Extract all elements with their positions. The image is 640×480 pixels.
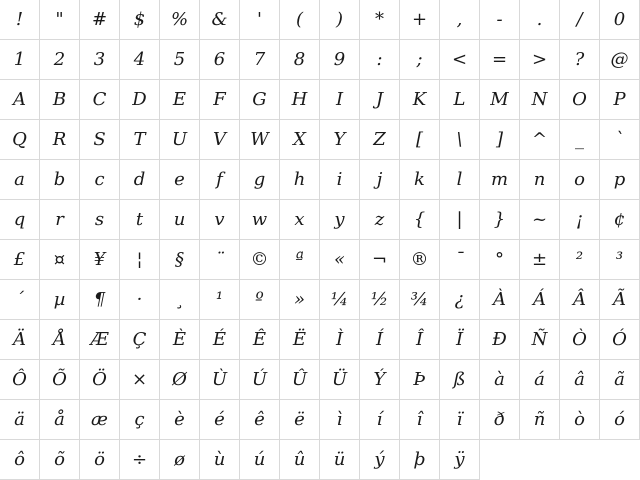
glyph-cell[interactable]: Â (560, 280, 600, 320)
glyph-cell[interactable]: Ú (240, 360, 280, 400)
glyph-cell[interactable]: é (200, 400, 240, 440)
glyph-cell[interactable]: ¥ (80, 240, 120, 280)
glyph-row (0, 400, 640, 440)
glyph-cell[interactable]: 8 (280, 40, 320, 80)
glyph-cell[interactable]: í (360, 400, 400, 440)
glyph-cell[interactable]: I (320, 80, 360, 120)
glyph-cell[interactable]: , (440, 0, 480, 40)
glyph-cell[interactable]: * (360, 0, 400, 40)
glyph-cell[interactable]: - (480, 0, 520, 40)
glyph-cell[interactable]: 6 (200, 40, 240, 80)
glyph-cell[interactable]: d (120, 160, 160, 200)
glyph-cell[interactable]: F (200, 80, 240, 120)
glyph-cell[interactable]: Ð (480, 320, 520, 360)
glyph-cell[interactable]: Û (280, 360, 320, 400)
glyph-cell[interactable]: i (320, 160, 360, 200)
glyph-cell[interactable]: > (520, 40, 560, 80)
glyph-cell[interactable]: < (440, 40, 480, 80)
glyph-cell[interactable]: ' (240, 0, 280, 40)
glyph-cell[interactable]: q (0, 200, 40, 240)
glyph-cell[interactable]: ù (200, 440, 240, 480)
glyph-cell[interactable]: ` (600, 120, 640, 160)
glyph-cell[interactable]: E (160, 80, 200, 120)
glyph-cell[interactable]: . (520, 0, 560, 40)
glyph-cell[interactable]: ï (440, 400, 480, 440)
glyph-cell[interactable]: Ñ (520, 320, 560, 360)
glyph-cell[interactable]: × (120, 360, 160, 400)
glyph-cell[interactable]: X (280, 120, 320, 160)
glyph-cell[interactable]: e (160, 160, 200, 200)
glyph-cell[interactable]: È (160, 320, 200, 360)
glyph-cell[interactable]: A (0, 80, 40, 120)
glyph-cell[interactable]: ã (600, 360, 640, 400)
glyph-cell[interactable]: Ô (0, 360, 40, 400)
glyph-cell[interactable]: ÷ (120, 440, 160, 480)
glyph-cell[interactable]: % (160, 0, 200, 40)
glyph-cell[interactable]: Ö (80, 360, 120, 400)
glyph-row (0, 40, 640, 80)
glyph-cell[interactable]: = (480, 40, 520, 80)
glyph-cell[interactable]: ; (400, 40, 440, 80)
glyph-cell[interactable]: J (360, 80, 400, 120)
glyph-cell[interactable]: Æ (80, 320, 120, 360)
glyph-cell[interactable]: & (200, 0, 240, 40)
glyph-cell[interactable]: ! (0, 0, 40, 40)
glyph-cell[interactable]: f (200, 160, 240, 200)
glyph-cell[interactable]: ¼ (320, 280, 360, 320)
glyph-cell[interactable]: Q (0, 120, 40, 160)
glyph-cell[interactable]: # (80, 0, 120, 40)
glyph-cell[interactable]: w (240, 200, 280, 240)
glyph-cell[interactable]: » (280, 280, 320, 320)
glyph-cell[interactable]: D (120, 80, 160, 120)
glyph-cell[interactable]: ý (360, 440, 400, 480)
glyph-cell[interactable]: Å (40, 320, 80, 360)
glyph-cell[interactable]: Ä (0, 320, 40, 360)
glyph-cell[interactable]: ñ (520, 400, 560, 440)
glyph-cell[interactable]: g (240, 160, 280, 200)
glyph-cell[interactable]: « (320, 240, 360, 280)
glyph-cell[interactable]: : (360, 40, 400, 80)
glyph-cell[interactable]: Õ (40, 360, 80, 400)
glyph-cell[interactable]: ) (320, 0, 360, 40)
glyph-cell[interactable]: m (480, 160, 520, 200)
glyph-cell[interactable]: s (80, 200, 120, 240)
glyph-cell[interactable]: Ë (280, 320, 320, 360)
glyph-cell[interactable]: [ (400, 120, 440, 160)
glyph-cell[interactable]: ± (520, 240, 560, 280)
glyph-cell[interactable]: S (80, 120, 120, 160)
glyph-cell[interactable]: _ (560, 120, 600, 160)
glyph-cell[interactable]: a (0, 160, 40, 200)
glyph-cell[interactable]: " (40, 0, 80, 40)
glyph-cell[interactable]: · (120, 280, 160, 320)
glyph-cell[interactable]: } (480, 200, 520, 240)
glyph-cell[interactable]: ß (440, 360, 480, 400)
glyph-cell[interactable]: n (520, 160, 560, 200)
glyph-cell[interactable]: ÿ (440, 440, 480, 480)
glyph-cell[interactable]: 3 (80, 40, 120, 80)
glyph-cell[interactable]: ø (160, 440, 200, 480)
glyph-cell[interactable]: Î (400, 320, 440, 360)
glyph-cell[interactable]: ? (560, 40, 600, 80)
glyph-cell[interactable]: ¨ (200, 240, 240, 280)
glyph-cell[interactable]: ¿ (440, 280, 480, 320)
glyph-cell[interactable]: \ (440, 120, 480, 160)
glyph-cell[interactable]: 7 (240, 40, 280, 80)
glyph-cell[interactable]: ú (240, 440, 280, 480)
glyph-cell[interactable]: Ã (600, 280, 640, 320)
glyph-cell[interactable]: ½ (360, 280, 400, 320)
glyph-cell[interactable]: / (560, 0, 600, 40)
glyph-cell[interactable]: ~ (520, 200, 560, 240)
glyph-cell[interactable]: å (40, 400, 80, 440)
glyph-cell[interactable]: ð (480, 400, 520, 440)
glyph-cell[interactable]: è (160, 400, 200, 440)
glyph-cell[interactable]: ä (0, 400, 40, 440)
glyph-cell[interactable]: ¸ (160, 280, 200, 320)
glyph-cell[interactable]: æ (80, 400, 120, 440)
glyph-cell[interactable]: £ (0, 240, 40, 280)
glyph-cell[interactable]: Þ (400, 360, 440, 400)
glyph-cell[interactable]: N (520, 80, 560, 120)
glyph-cell[interactable]: $ (120, 0, 160, 40)
glyph-cell[interactable]: t (120, 200, 160, 240)
glyph-cell[interactable]: ° (480, 240, 520, 280)
glyph-cell[interactable]: P (600, 80, 640, 120)
glyph-cell[interactable]: 1 (0, 40, 40, 80)
glyph-cell[interactable]: k (400, 160, 440, 200)
glyph-cell[interactable]: r (40, 200, 80, 240)
glyph-cell[interactable]: ¾ (400, 280, 440, 320)
glyph-cell[interactable]: î (400, 400, 440, 440)
glyph-cell[interactable]: ¬ (360, 240, 400, 280)
glyph-cell[interactable]: o (560, 160, 600, 200)
glyph-cell[interactable]: 4 (120, 40, 160, 80)
glyph-cell[interactable]: u (160, 200, 200, 240)
glyph-cell[interactable]: Ì (320, 320, 360, 360)
glyph-cell[interactable]: p (600, 160, 640, 200)
glyph-cell[interactable]: Ï (440, 320, 480, 360)
glyph-cell[interactable]: ë (280, 400, 320, 440)
glyph-cell[interactable]: Ø (160, 360, 200, 400)
glyph-cell[interactable]: Ó (600, 320, 640, 360)
glyph-cell[interactable]: @ (600, 40, 640, 80)
glyph-cell[interactable]: G (240, 80, 280, 120)
glyph-cell[interactable]: ® (400, 240, 440, 280)
glyph-cell[interactable]: b (40, 160, 80, 200)
glyph-cell[interactable]: ü (320, 440, 360, 480)
glyph-cell[interactable]: ( (280, 0, 320, 40)
glyph-cell[interactable]: ê (240, 400, 280, 440)
glyph-cell[interactable]: + (400, 0, 440, 40)
glyph-cell[interactable]: V (200, 120, 240, 160)
glyph-cell[interactable]: 9 (320, 40, 360, 80)
glyph-row (0, 80, 640, 120)
glyph-cell[interactable]: à (480, 360, 520, 400)
glyph-cell[interactable]: Ý (360, 360, 400, 400)
glyph-cell[interactable]: À (480, 280, 520, 320)
glyph-cell[interactable]: R (40, 120, 80, 160)
glyph-cell[interactable]: j (360, 160, 400, 200)
glyph-cell[interactable]: ì (320, 400, 360, 440)
glyph-cell[interactable]: Ò (560, 320, 600, 360)
glyph-cell[interactable]: º (240, 280, 280, 320)
glyph-cell[interactable]: ó (600, 400, 640, 440)
glyph-cell[interactable]: H (280, 80, 320, 120)
glyph-cell[interactable]: W (240, 120, 280, 160)
glyph-cell[interactable]: L (440, 80, 480, 120)
glyph-row (0, 320, 640, 360)
glyph-cell[interactable]: ò (560, 400, 600, 440)
glyph-cell[interactable]: â (560, 360, 600, 400)
glyph-cell[interactable]: Z (360, 120, 400, 160)
glyph-cell[interactable]: K (400, 80, 440, 120)
glyph-cell[interactable]: õ (40, 440, 80, 480)
glyph-cell[interactable]: ¹ (200, 280, 240, 320)
glyph-cell[interactable]: þ (400, 440, 440, 480)
glyph-cell[interactable]: | (440, 200, 480, 240)
glyph-row (0, 200, 640, 240)
glyph-cell[interactable]: z (360, 200, 400, 240)
glyph-cell[interactable]: û (280, 440, 320, 480)
glyph-cell[interactable]: É (200, 320, 240, 360)
glyph-row (0, 360, 640, 400)
glyph-cell[interactable]: ³ (600, 240, 640, 280)
glyph-cell[interactable]: ª (280, 240, 320, 280)
glyph-cell[interactable]: h (280, 160, 320, 200)
glyph-cell[interactable]: ¦ (120, 240, 160, 280)
glyph-cell[interactable]: ^ (520, 120, 560, 160)
glyph-cell[interactable]: x (280, 200, 320, 240)
glyph-cell[interactable]: ç (120, 400, 160, 440)
glyph-row (0, 440, 640, 480)
glyph-cell[interactable]: ¤ (40, 240, 80, 280)
glyph-cell[interactable]: Ù (200, 360, 240, 400)
glyph-cell[interactable]: ¯ (440, 240, 480, 280)
glyph-cell[interactable]: ¶ (80, 280, 120, 320)
glyph-cell[interactable]: ¡ (560, 200, 600, 240)
glyph-cell[interactable]: T (120, 120, 160, 160)
glyph-cell[interactable]: © (240, 240, 280, 280)
glyph-cell[interactable]: ´ (0, 280, 40, 320)
glyph-cell[interactable]: Ç (120, 320, 160, 360)
glyph-cell[interactable]: l (440, 160, 480, 200)
glyph-cell[interactable]: B (40, 80, 80, 120)
glyph-cell[interactable]: 0 (600, 0, 640, 40)
glyph-cell[interactable]: µ (40, 280, 80, 320)
glyph-cell[interactable]: Ê (240, 320, 280, 360)
glyph-row (0, 0, 640, 40)
glyph-row (0, 120, 640, 160)
glyph-row (0, 240, 640, 280)
glyph-cell[interactable]: § (160, 240, 200, 280)
glyph-cell[interactable]: U (160, 120, 200, 160)
glyph-row (0, 280, 640, 320)
glyph-cell[interactable]: O (560, 80, 600, 120)
glyph-cell[interactable]: ö (80, 440, 120, 480)
glyph-cell[interactable]: ] (480, 120, 520, 160)
glyph-cell[interactable]: C (80, 80, 120, 120)
glyph-cell[interactable]: ² (560, 240, 600, 280)
glyph-cell[interactable]: Y (320, 120, 360, 160)
glyph-cell[interactable]: v (200, 200, 240, 240)
glyph-cell[interactable]: M (480, 80, 520, 120)
glyph-cell[interactable]: ô (0, 440, 40, 480)
glyph-cell[interactable]: Ü (320, 360, 360, 400)
glyph-cell[interactable]: á (520, 360, 560, 400)
glyph-cell[interactable]: y (320, 200, 360, 240)
glyph-cell[interactable]: { (400, 200, 440, 240)
glyph-row (0, 160, 640, 200)
glyph-cell[interactable]: 5 (160, 40, 200, 80)
glyph-cell[interactable]: 2 (40, 40, 80, 80)
glyph-cell[interactable]: Í (360, 320, 400, 360)
glyph-cell[interactable]: c (80, 160, 120, 200)
glyph-cell[interactable]: ¢ (600, 200, 640, 240)
glyph-cell[interactable]: Á (520, 280, 560, 320)
